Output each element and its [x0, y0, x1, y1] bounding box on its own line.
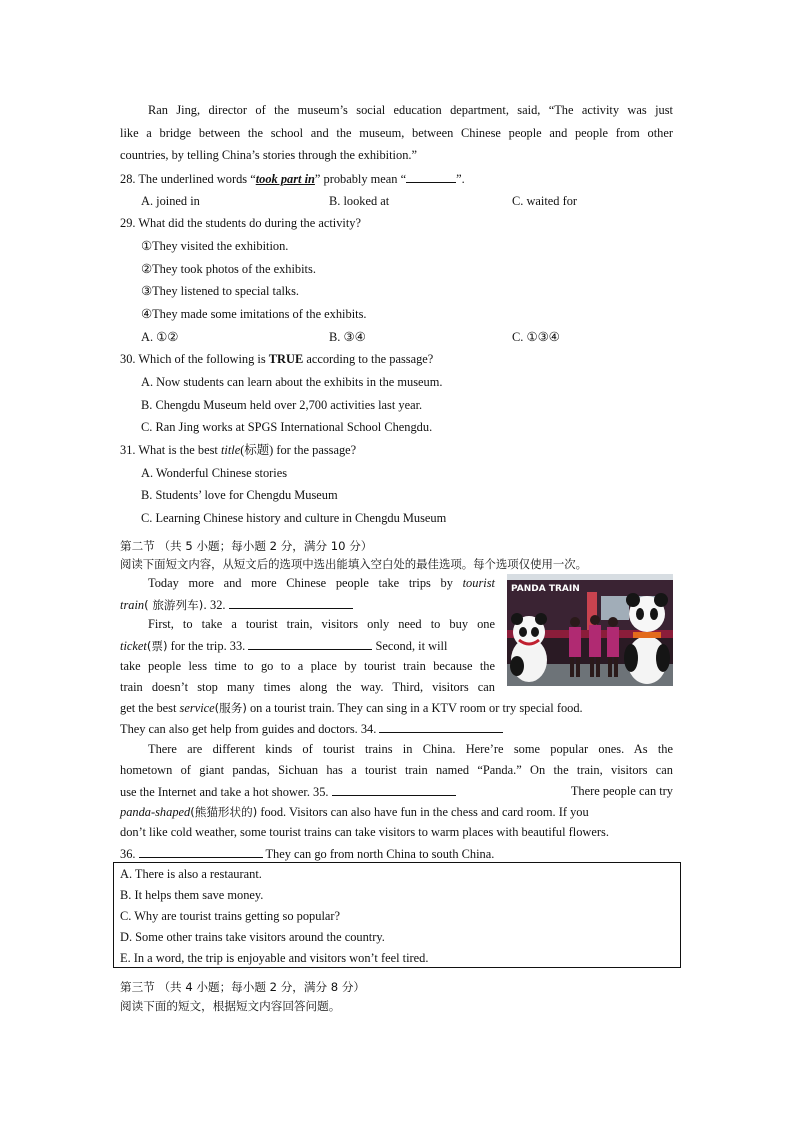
passage-text-group: [120, 783, 456, 800]
passage-gloss: (服务): [214, 701, 247, 715]
passage-line: [120, 783, 673, 800]
q28-stem-end: ”.: [456, 172, 465, 186]
passage-gloss: ( 旅游列车).: [144, 598, 207, 612]
paragraph-line: countries, by telling China’s stories through the exhibition.”: [120, 148, 417, 162]
q29-option-b[interactable]: B. ③④: [329, 330, 366, 344]
passage-gloss: (熊猫形状的): [190, 805, 258, 819]
q28-stem: 28. The underlined words “: [120, 172, 256, 186]
passage-text: Today more and more Chinese people take trips by: [148, 576, 453, 590]
passage-text: on a tourist train. They can sing in a KTV room or try special food.: [249, 701, 583, 715]
q28-stem-post: ” probably mean “: [314, 172, 407, 186]
choice-c[interactable]: C. Why are tourist trains getting so popular?: [120, 909, 341, 923]
question-number-32: 32.: [210, 598, 226, 612]
answer-blank-35[interactable]: [332, 783, 456, 796]
passage-text: get the best: [120, 701, 177, 715]
question-28: [120, 170, 465, 187]
passage-line: [120, 804, 589, 820]
panda-train-photo: [507, 574, 673, 686]
q29-option-c[interactable]: C. ①③④: [512, 330, 560, 344]
q29-item: ④They made some imitations of the exhibits.: [141, 307, 367, 321]
passage-line: [120, 596, 353, 613]
passage-line: take people less time to go to a place by tourist train because the: [120, 659, 495, 673]
passage-italic: train: [120, 598, 145, 612]
passage-line: First, to take a tourist train, visitors only need to buy one: [148, 617, 495, 631]
passage-text: use the Internet and take a hot shower. 35.: [120, 785, 329, 799]
section-3-instruction: 阅读下面的短文，根据短文内容回答问题。: [120, 999, 341, 1013]
q29-item: ③They listened to special talks.: [141, 284, 300, 298]
passage-line: [120, 845, 494, 862]
q29-item: ②They took photos of the exhibits.: [141, 262, 316, 276]
passage-line: [120, 700, 583, 716]
q30-option-c[interactable]: C. Ran Jing works at SPGS International School Chengdu.: [141, 420, 433, 434]
panda-train-illustration: [507, 574, 673, 686]
section-2-heading: 第二节 （共 5 小题；每小题 2 分，满分 10 分）: [120, 539, 373, 553]
q29-item: ①They visited the exhibition.: [141, 239, 289, 253]
q28-option-c[interactable]: C. waited for: [512, 194, 578, 208]
paragraph-line: like a bridge between the school and the museum, between Chinese people and people from other: [120, 126, 673, 140]
answer-blank[interactable]: [406, 170, 456, 183]
paragraph-line: Ran Jing, director of the museum’s social education department, said, “The activity was just: [148, 103, 673, 117]
q29-stem: 29. What did the students do during the activity?: [120, 216, 362, 230]
q28-term: took part in: [255, 172, 315, 186]
choice-d[interactable]: D. Some other trains take visitors around the country.: [120, 930, 385, 944]
passage-line: [120, 720, 503, 737]
choice-e[interactable]: E. In a word, the trip is enjoyable and visitors won’t feel tired.: [120, 951, 429, 965]
passage-line: train doesn’t stop many times along the way. Third, visitors can: [120, 680, 495, 694]
passage-line: There are different kinds of tourist trains in China. Here’re some popular ones. As the: [148, 742, 673, 756]
q31-stem-pre: 31. What is the best: [120, 443, 221, 457]
q30-option-a[interactable]: A. Now students can learn about the exhibits in the museum.: [141, 375, 443, 389]
q30-stem-post: according to the passage?: [303, 352, 434, 366]
passage-gloss: (票): [146, 639, 168, 653]
q30-stem-bold: TRUE: [268, 352, 304, 366]
answer-blank-33[interactable]: [248, 637, 372, 650]
q30-stem: [120, 351, 433, 367]
passage-line: [148, 575, 495, 591]
q31-option-a[interactable]: A. Wonderful Chinese stories: [141, 466, 288, 480]
panda-mascot-icon: [510, 613, 547, 682]
q31-option-c[interactable]: C. Learning Chinese history and culture in Chengdu Museum: [141, 511, 447, 525]
passage-italic: panda-shaped: [120, 805, 191, 819]
answer-blank-36[interactable]: [139, 845, 263, 858]
q28-option-b[interactable]: B. looked at: [329, 194, 390, 208]
section-2-instruction: 阅读下面短文内容，从短文后的选项中选出能填入空白处的最佳选项。每个选项仅使用一次。: [120, 557, 588, 571]
q28-option-a[interactable]: A. joined in: [141, 194, 200, 208]
question-number-36: 36.: [120, 847, 136, 861]
passage-text: They can also get help from guides and doctors. 34.: [120, 722, 377, 736]
passage-italic: service: [179, 701, 215, 715]
q31-stem-post: (标题) for the passage?: [240, 443, 357, 457]
passage-line: hometown of giant pandas, Sichuan has a tourist train named “Panda.” On the train, visitors can: [120, 763, 673, 777]
passage-text: for the trip. 33.: [170, 639, 246, 653]
q31-stem-italic: title: [220, 443, 241, 457]
q30-option-b[interactable]: B. Chengdu Museum held over 2,700 activities last year.: [141, 398, 423, 412]
passage-italic: tourist: [462, 576, 495, 590]
choice-b[interactable]: B. It helps them save money.: [120, 888, 264, 902]
passage-text: food. Visitors can also have fun in the chess and card room. If you: [260, 805, 589, 819]
passage-text: Second, it will: [375, 639, 448, 653]
panda-train-sign: PANDA TRAIN: [511, 584, 580, 594]
q31-stem: [120, 442, 356, 458]
passage-line: [120, 637, 447, 654]
answer-blank-34[interactable]: [379, 720, 503, 733]
section-3-heading: 第三节 （共 4 小题；每小题 2 分，满分 8 分）: [120, 980, 366, 994]
choice-a[interactable]: A. There is also a restaurant.: [120, 867, 262, 881]
passage-italic: ticket: [120, 639, 147, 653]
passage-line: don’t like cold weather, some tourist trains can take visitors to warm places with beautiful flowers.: [120, 825, 609, 839]
answer-blank-32[interactable]: [229, 596, 353, 609]
q29-option-a[interactable]: A. ①②: [141, 330, 179, 344]
q30-stem-pre: 30. Which of the following is: [120, 352, 269, 366]
passage-text: There people can try: [570, 784, 673, 798]
passage-text: They can go from north China to south China.: [265, 847, 495, 861]
q31-option-b[interactable]: B. Students’ love for Chengdu Museum: [141, 488, 338, 502]
